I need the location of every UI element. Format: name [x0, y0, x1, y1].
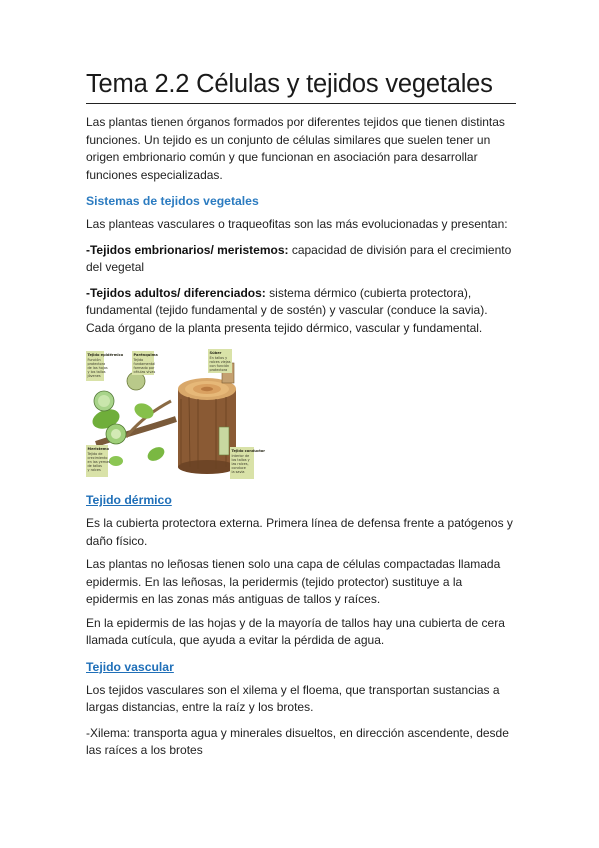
label-suber-l3: con función — [209, 364, 230, 368]
section-heading-sistemas: Sistemas de tejidos vegetales — [86, 194, 259, 208]
intro-paragraph: Las plantas tienen órganos formados por diferentes tejidos que tienen distintas funciones. Un tejido es un conjunto de células similares que suelen tener un origen embrionario común y que funcionan en asociación para desarrollar funciones especializadas. — [86, 115, 505, 182]
label-epidermis-l3: de las hojas — [87, 366, 108, 370]
label-parenchyma-l3: formado por — [133, 366, 155, 370]
label-epidermis-l2: protectora — [87, 362, 106, 366]
section-heading-dermico[interactable]: Tejido dérmico — [86, 493, 172, 507]
label-parenchyma-l2: fundamental — [133, 362, 156, 366]
label-meristem-l3: en las yemas — [87, 460, 110, 464]
label-suber-l2: raíces viejas — [209, 360, 231, 364]
item-embrionarios — [86, 242, 516, 277]
label-parenchyma-l1: Tejido — [133, 358, 144, 362]
label-meristem-l5: y raíces — [87, 468, 101, 472]
label-conductor-l5: la savia — [231, 470, 245, 474]
label-epidermis-head: Tejido epidérmico — [87, 353, 124, 357]
label-epidermis-l1: Función — [87, 358, 101, 362]
vascular-paragraph-1: Los tejidos vasculares son el xilema y el floema, que transportan sustancias a largas distancias, entre la raíz y los brotes. — [86, 682, 500, 714]
label-parenchyma-l4: células vivas — [133, 370, 156, 374]
dermico-paragraph-3: En la epidermis de las hojas y de la mayoría de tallos hay una cubierta de cera llamada cutícula, que ayuda a evitar la pérdida de agua. — [86, 615, 505, 647]
label-epidermis-l4: y los tallos — [87, 370, 106, 374]
label-conductor-l3: las raíces, — [231, 462, 249, 466]
label-conductor-head: Tejido conductor — [231, 449, 266, 453]
label-epidermis-l5: jóvenes — [87, 374, 101, 378]
label-meristem-l2: crecimiento — [87, 456, 108, 460]
label-conductor-l2: los tallos y — [231, 458, 250, 462]
label-meristem-head: Meristemo — [87, 447, 110, 451]
sistemas-lead-paragraph: Las planteas vasculares o traqueofitas son las más evolucionadas y presentan: — [86, 217, 508, 231]
plant-tissues-illustration — [86, 349, 266, 481]
label-meristem-l4: de tallos — [87, 464, 102, 468]
vascular-paragraph-2: -Xilema: transporta agua y minerales disueltos, en dirección ascendente, desde las raíces a los brotes — [86, 725, 509, 757]
item-adultos-text: sistema dérmico (cubierta protectora), fundamental (tejido fundamental y de sostén) y vascular (conduce la savia). Cada órgano de la planta presenta tejido dérmico, vascular y fundamental. — [86, 285, 488, 335]
label-conductor-l1: Interior de — [231, 454, 250, 458]
label-suber-l4: protectora — [209, 368, 228, 372]
document-content — [86, 70, 516, 760]
item-embrionarios-text: capacidad de división para el crecimiento del vegetal — [86, 242, 512, 274]
label-meristem-l1: Tejido de — [87, 452, 103, 456]
label-conductor-l4: conduce — [231, 466, 246, 470]
dermico-paragraph-1: Es la cubierta protectora externa. Primera línea de defensa frente a patógenos y daño físico. — [86, 516, 513, 548]
item-adultos — [86, 285, 516, 338]
label-parenchyma-head: Parénquima — [133, 353, 158, 357]
section-heading-vascular[interactable]: Tejido vascular — [86, 659, 174, 674]
dermico-paragraph-2: Las plantas no leñosas tienen solo una capa de células compactadas llamada epidermis. En las leñosas, la peridermis (tejido protector) sustituye a la epidermis en las zonas más antiguas de tallos y raíces. — [86, 557, 501, 606]
label-suber-l1: En tallos y — [209, 356, 228, 360]
item-adultos-label: -Tejidos adultos/ diferenciados: — [86, 285, 266, 300]
item-embrionarios-label: -Tejidos embrionarios/ meristemos: — [86, 242, 289, 257]
label-suber-head: Súber — [209, 351, 222, 355]
page-title: Tema 2.2 Células y tejidos vegetales — [86, 70, 516, 104]
